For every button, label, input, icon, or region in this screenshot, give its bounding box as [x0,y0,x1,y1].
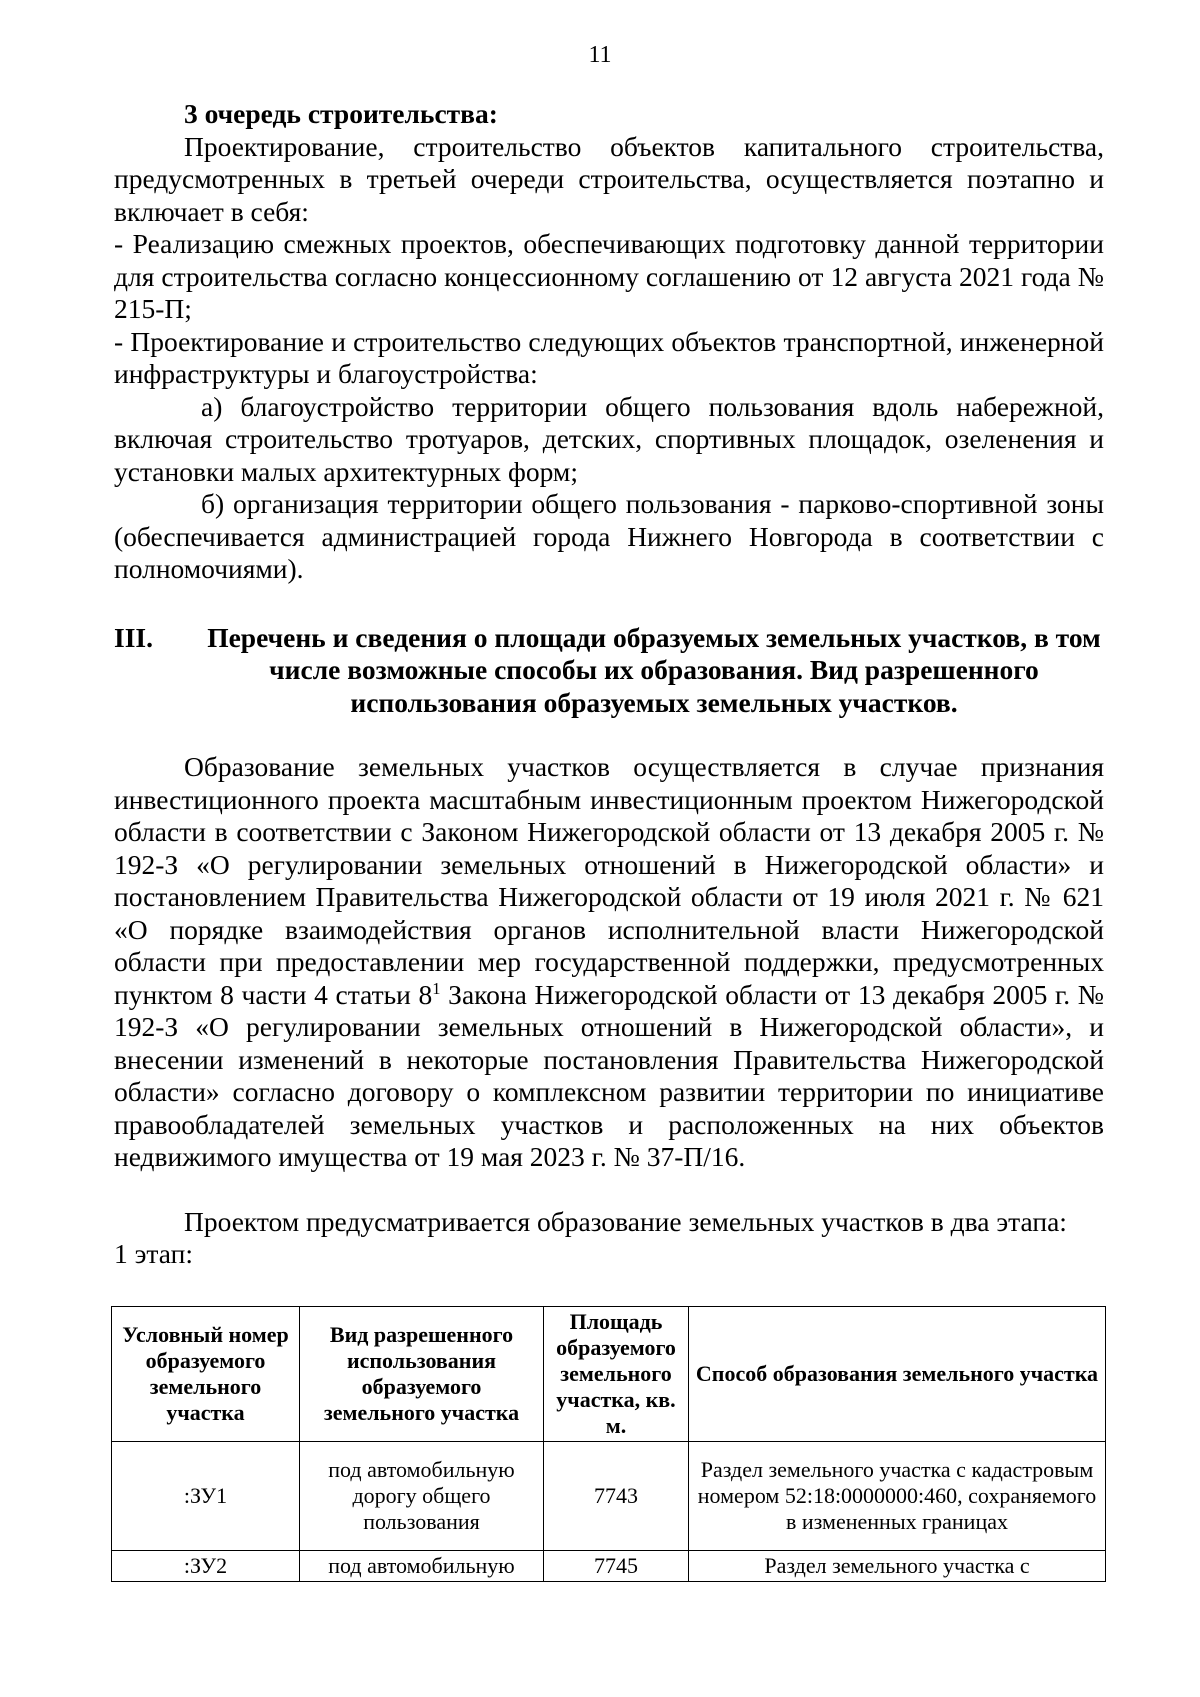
table-row [112,1551,1106,1582]
section-title: Перечень и сведения о площади образуемых земельных участков, в том числе возможные способы их образования. Вид разрешенного использования образуемых земельных участков. [207,621,1101,718]
page-number: 11 [588,42,612,68]
table-header-row [112,1307,1106,1442]
cell-permitted-use: под автомобильную [300,1551,544,1582]
paragraph-text-2: Закона Нижегородской области от 13 декабря 2005 г. № 192-З «О регулировании земельных отношений в Нижегородской области», и внесении изменений в некоторые постановления Правительства Нижегородской области» согласно договору о комплексном развитии территории по инициативе правообладателей земельных участков и расположенных на них объектов недвижимого имущества от 19 мая 2023 г. № 37-П/16. [114,978,1104,1172]
cell-area: 7743 [544,1442,689,1551]
stage1-label: 1 этап: [114,1238,193,1269]
section-heading [114,622,1104,720]
article-superscript: 1 [432,978,441,998]
cell-formation-method: Раздел земельного участка с кадастровым номером 52:18:0000000:460, сохраняемого в измененных границах [689,1442,1106,1551]
land-formation-paragraph [114,751,1104,1174]
paragraph-text-1: Образование земельных участков осуществляется в случае признания инвестиционного проекта масштабным инвестиционным проектом Нижегородской области в соответствии с Законом Нижегородской области от 13 декабря 2005 г. № 192-З «О регулировании земельных отношений в Нижегородской области» и постановлением Правительства Нижегородской области от 19 июля 2021 г. № 621 «О порядке взаимодействия органов исполнительной власти Нижегородской области при предоставлении мер государственной поддержки, предусмотренных пунктом 8 части 4 статьи 8 [114,751,1104,1010]
cell-formation-method: Раздел земельного участка с [689,1551,1106,1582]
stage3-heading: 3 очередь строительства: [184,98,498,129]
header-plot-number: Условный номер образуемого земельного участка [112,1307,300,1442]
cell-area: 7745 [544,1551,689,1582]
header-permitted-use: Вид разрешенного использования образуемого земельного участка [300,1307,544,1442]
stage3-item-1: - Реализацию смежных проектов, обеспечивающих подготовку данной территории для строительства согласно концессионному соглашению от 12 августа 2021 года № 215-П; [114,228,1104,324]
header-area: Площадь образуемого земельного участка, кв. м. [544,1307,689,1442]
stage3-item-2: - Проектирование и строительство следующих объектов транспортной, инженерной инфраструктуры и благоустройства: [114,325,1104,389]
stage3-sub-a: а) благоустройство территории общего пользования вдоль набережной, включая строительство тротуаров, детских, спортивных площадок, озеленения и установки малых архитектурных форм; [114,390,1104,487]
document-body [114,98,1104,1271]
cell-plot-number: :ЗУ2 [112,1551,300,1582]
stage3-intro: Проектирование, строительство объектов капитального строительства, предусмотренных в третьей очереди строительства, осуществляется поэтапно и включает в себя: [114,130,1104,227]
section-number: III. [114,621,153,653]
table-row [112,1442,1106,1551]
land-plots-table [111,1306,1106,1582]
stage3-sub-b: б) организация территории общего пользования - парково-спортивной зоны (обеспечивается администрацией города Нижнего Новгорода в соответствии с полномочиями). [114,488,1104,584]
header-formation-method: Способ образования земельного участка [689,1307,1106,1442]
cell-permitted-use: под автомобильную дорогу общего пользования [300,1442,544,1551]
stages-intro: Проектом предусматривается образование земельных участков в два этапа: [184,1205,1067,1237]
cell-plot-number: :ЗУ1 [112,1442,300,1551]
